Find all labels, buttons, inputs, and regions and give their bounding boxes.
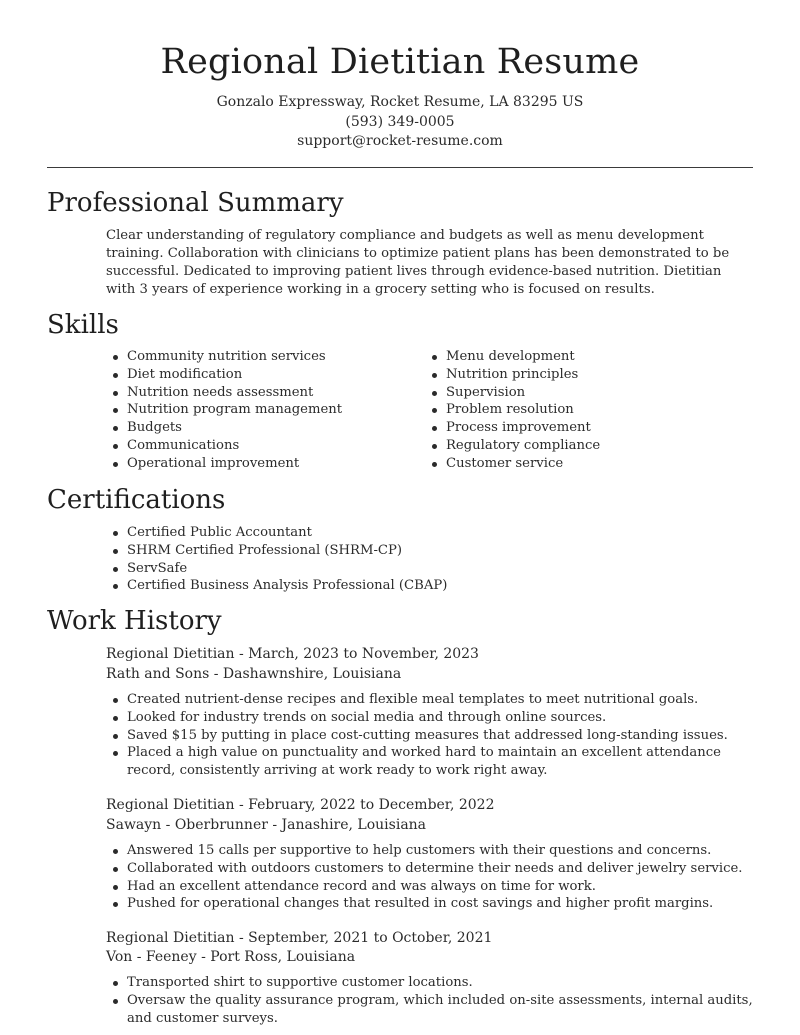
skill-item: Diet modification [106, 366, 406, 384]
certification-item: Certified Business Analysis Professional (CBAP) [106, 577, 746, 595]
skill-item: Nutrition program management [106, 401, 406, 419]
job-bullet: Oversaw the quality assurance program, which included on-site assessments, internal audits, and customer surveys. [106, 992, 756, 1028]
job-bullet: Looked for industry trends on social media and through online sources. [106, 709, 756, 727]
job-role-line: Regional Dietitian - March, 2023 to November, 2023 [106, 646, 479, 662]
job-bullet: Created nutrient-dense recipes and flexible meal templates to meet nutritional goals. [106, 691, 756, 709]
job-bullet: Saved $15 by putting in place cost-cutting measures that addressed long-standing issues. [106, 727, 756, 745]
job-bullet: Had an excellent attendance record and was always on time for work. [106, 878, 756, 896]
job-role-line: Regional Dietitian - September, 2021 to October, 2021 [106, 930, 493, 946]
work-history-heading: Work History [47, 606, 222, 636]
skill-item: Menu development [425, 348, 745, 366]
skill-item: Process improvement [425, 419, 745, 437]
certifications-heading: Certifications [47, 485, 226, 515]
skill-item: Problem resolution [425, 401, 745, 419]
skill-item: Nutrition principles [425, 366, 745, 384]
job-bullets [106, 842, 756, 913]
job-company-line: Rath and Sons - Dashawnshire, Louisiana [106, 666, 402, 682]
contact-phone: (593) 349-0005 [345, 114, 455, 130]
certification-item: ServSafe [106, 560, 746, 578]
job-company-line: Sawayn - Oberbrunner - Janashire, Louisiana [106, 817, 427, 833]
skill-item: Community nutrition services [106, 348, 406, 366]
certification-item: SHRM Certified Professional (SHRM-CP) [106, 542, 746, 560]
skill-item: Operational improvement [106, 455, 406, 473]
job-company-line: Von - Feeney - Port Ross, Louisiana [106, 949, 356, 965]
job-bullets [106, 691, 756, 780]
skill-item: Budgets [106, 419, 406, 437]
job-bullet: Transported shirt to supportive customer locations. [106, 974, 756, 992]
job-bullets [106, 974, 756, 1027]
skill-item: Supervision [425, 384, 745, 402]
job-role-line: Regional Dietitian - February, 2022 to December, 2022 [106, 797, 495, 813]
job-bullet: Placed a high value on punctuality and worked hard to maintain an excellent attendance record, consistently arriving at work ready to work right away. [106, 744, 756, 780]
skill-item: Customer service [425, 455, 745, 473]
resume-title: Regional Dietitian Resume [160, 42, 640, 82]
skill-item: Regulatory compliance [425, 437, 745, 455]
contact-email[interactable]: support@rocket-resume.com [297, 133, 503, 149]
skills-list-left [106, 348, 406, 473]
certification-item: Certified Public Accountant [106, 524, 746, 542]
contact-address: Gonzalo Expressway, Rocket Resume, LA 83295 US [216, 94, 584, 110]
skills-heading: Skills [47, 310, 119, 340]
summary-heading: Professional Summary [47, 188, 344, 218]
summary-text: Clear understanding of regulatory compliance and budgets as well as menu development training. Collaboration with clinicians to optimize patient plans has been demonstrated to be successful. Dedicated to improving patient lives through evidence-based nutrition. Dietitian with 3 years of experience working in a grocery setting who is focused on results. [106, 228, 730, 297]
job-bullet: Answered 15 calls per supportive to help customers with their questions and concerns. [106, 842, 756, 860]
header-divider [47, 167, 753, 168]
certifications-list [106, 524, 746, 595]
job-bullet: Collaborated with outdoors customers to determine their needs and deliver jewelry service. [106, 860, 756, 878]
skills-list-right [425, 348, 745, 473]
skill-item: Communications [106, 437, 406, 455]
job-bullet: Pushed for operational changes that resulted in cost savings and higher profit margins. [106, 895, 756, 913]
skill-item: Nutrition needs assessment [106, 384, 406, 402]
